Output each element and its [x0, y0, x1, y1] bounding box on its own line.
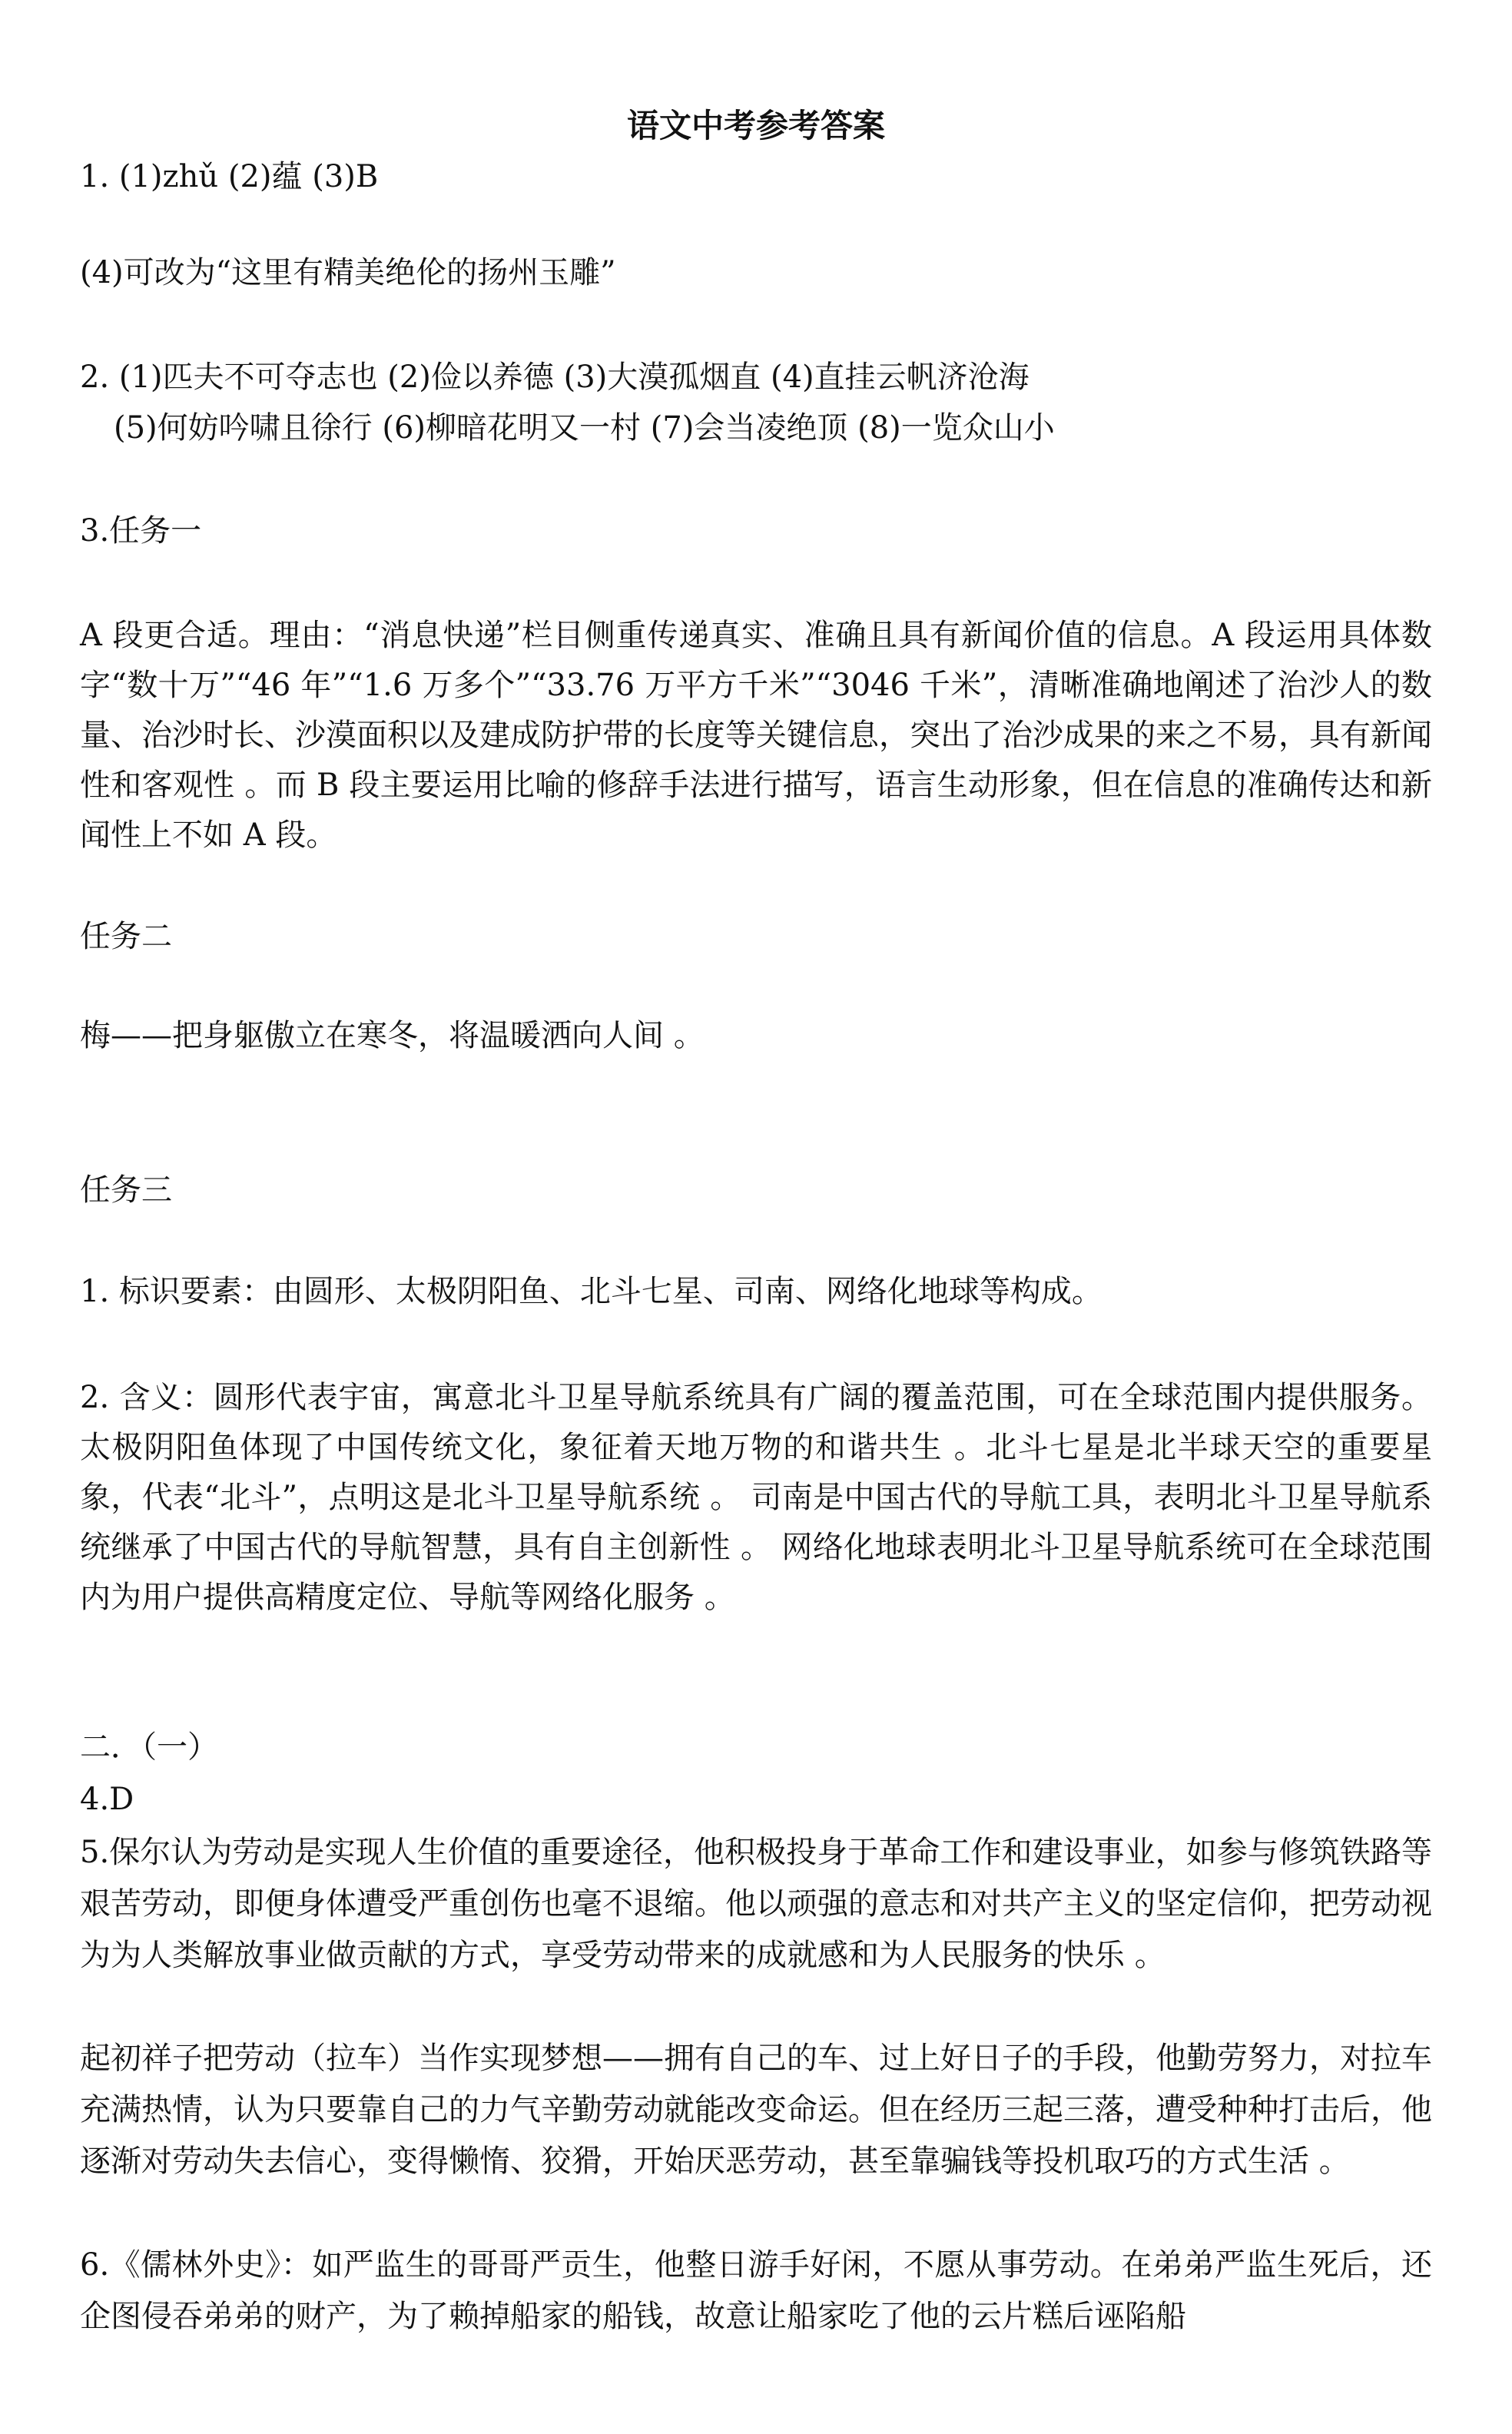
section-2-heading: 二．（一） [80, 1729, 218, 1765]
q5-paragraph-1: 5.保尔认为劳动是实现人生价值的重要途径，他积极投身于革命工作和建设事业，如参与修筑铁路等艰苦劳动，即便身体遭受严重创伤也毫不退缩。他以顽强的意志和对共产主义的坚定信仰，把劳动视为为人类解放事业做贡献的方式，享受劳动带来的成就感和为人民服务的快乐 。 [80, 1835, 1432, 1973]
task3-heading: 任务三 [80, 1172, 172, 1208]
task2-answer: 梅——把身躯傲立在寒冬，将温暖洒向人间 。 [80, 1018, 705, 1053]
task1-answer: A 段更合适。理由：“消息快递”栏目侧重传递真实、准确且具有新闻价值的信息。A 段运用具体数字“数十万”“46 年”“1.6 万多个”“33.76 万平方千米”“3046 千米”，清晰准确地阐述了治沙人的数量、治沙时长、沙漠面积以及建成防护带的长度等关键信息，突出了治沙成果的来之不易，具有新闻性和客观性 。而 B 段主要运用比喻的修辞手法进行描写，语言生动形象，但在信息的准确传达和新闻性上不如 A 段。 [80, 618, 1432, 853]
q2-line-2: (5)何妨吟啸且徐行 (6)柳暗花明又一村 (7)会当凌绝顶 (8)一览众山小 [114, 410, 1055, 446]
task3-item-2: 2. 含义：圆形代表宇宙，寓意北斗卫星导航系统具有广阔的覆盖范围，可在全球范围内提供服务。太极阴阳鱼体现了中国传统文化，象征着天地万物的和谐共生 。北斗七星是北半球天空的重要星象，代表“北斗”，点明这是北斗卫星导航系统 。 司南是中国古代的导航工具，表明北斗卫星导航系统继承了中国古代的导航智慧，具有自主创新性 。 网络化地球表明北斗卫星导航系统可在全球范围内为用户提供高精度定位、导航等网络化服务 。 [80, 1380, 1432, 1615]
q4-answer: 4.D [80, 1782, 134, 1817]
task3-item-1: 1. 标识要素：由圆形、太极阴阳鱼、北斗七星、司南、网络化地球等构成。 [80, 1274, 1102, 1309]
q1-line-1: 1. (1)zhǔ (2)蕴 (3)B [80, 159, 379, 194]
q1-line-2: (4)可改为“这里有精美绝伦的扬州玉雕” [80, 255, 616, 290]
q3-heading: 3.任务一 [80, 513, 202, 549]
q6-answer: 6.《儒林外史》：如严监生的哥哥严贡生，他整日游手好闲，不愿从事劳动。在弟弟严监生死后，还企图侵吞弟弟的财产，为了赖掉船家的船钱，故意让船家吃了他的云片糕后诬陷船 [80, 2247, 1432, 2334]
task2-heading: 任务二 [80, 919, 172, 954]
q5-paragraph-2: 起初祥子把劳动（拉车）当作实现梦想——拥有自己的车、过上好日子的手段，他勤劳努力，对拉车充满热情，认为只要靠自己的力气辛勤劳动就能改变命运。但在经历三起三落，遭受种种打击后，他逐渐对劳动失去信心，变得懒惰、狡猾，开始厌恶劳动，甚至靠骗钱等投机取巧的方式生活 。 [80, 2041, 1432, 2179]
page-title: 语文中考参考答案 [626, 107, 885, 144]
q2-line-1: 2. (1)匹夫不可夺志也 (2)俭以养德 (3)大漠孤烟直 (4)直挂云帆济沧海 [80, 360, 1030, 395]
